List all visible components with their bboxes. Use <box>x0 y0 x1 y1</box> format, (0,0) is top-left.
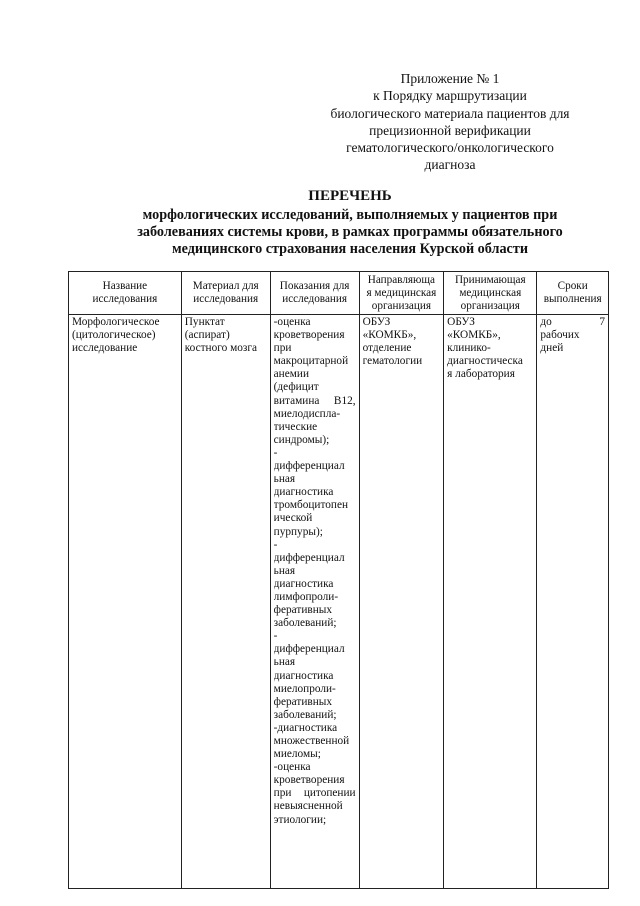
cell-line: (аспират) <box>184 329 230 342</box>
cell-line: анемии <box>273 368 309 381</box>
cell-line: гематологии <box>362 355 423 368</box>
annex-line: диагноза <box>424 157 476 173</box>
cell-terms <box>537 315 609 889</box>
document-heading <box>60 188 640 258</box>
annex-line: Приложение № 1 <box>400 71 500 86</box>
cell-line: множественной <box>273 735 350 747</box>
annex-line: к Порядку маршрутизации <box>373 88 527 104</box>
cell-line: исследования <box>92 293 158 305</box>
cell-line: выполнения <box>543 293 602 305</box>
annex-line: прецизионной верификации <box>369 122 531 138</box>
table-header-row <box>69 272 609 315</box>
annex-block <box>300 70 600 174</box>
cell-line: «КОМКБ», <box>447 329 501 342</box>
document-title: ПЕРЕЧЕНЬ <box>308 188 392 204</box>
cell-line: - <box>273 538 278 551</box>
cell-line: до 7 <box>540 316 605 328</box>
cell-line: тромбоцитопен <box>273 499 349 512</box>
heading-line: морфологических исследований, выполняемых у пациентов при <box>142 207 558 223</box>
header-terms <box>537 272 609 315</box>
cell-line: Пунктат <box>184 316 225 328</box>
cell-line: (цитологическое) <box>72 329 156 342</box>
cell-line: при цитопении <box>273 787 356 800</box>
cell-line: (дефицит <box>273 381 319 394</box>
cell-line: диагностика <box>273 577 334 590</box>
cell-line: - <box>273 630 278 643</box>
cell-line: костного мозга <box>184 342 257 355</box>
cell-line: лимфопроли- <box>273 590 339 603</box>
cell-line: дифференциал <box>273 551 345 564</box>
cell-line: этиологии; <box>273 813 327 826</box>
cell-line: рабочих <box>540 329 580 342</box>
cell-line: кроветворения <box>273 774 345 787</box>
header-referring <box>359 272 444 315</box>
header-name <box>69 272 182 315</box>
cell-line: миелопроли- <box>273 682 336 695</box>
cell-line: дней <box>540 342 564 355</box>
cell-line: Сроки <box>557 280 588 292</box>
cell-line: Показания для <box>279 280 350 292</box>
cell-line: заболеваний; <box>273 708 337 721</box>
cell-line: диагностика <box>273 669 334 682</box>
cell-line: при <box>273 342 292 355</box>
cell-line: - <box>273 446 278 459</box>
cell-line: ьная <box>273 656 296 669</box>
cell-line: дифференциал <box>273 460 345 473</box>
header-material <box>181 272 270 315</box>
cell-line: макроцитарной <box>273 355 349 368</box>
cell-line: «КОМКБ», <box>362 329 417 342</box>
cell-line: ОБУЗ <box>362 316 391 328</box>
annex-line: гематологического/онкологического <box>346 140 554 156</box>
cell-line: феративных <box>273 695 332 708</box>
cell-line: тические <box>273 420 318 433</box>
research-table <box>68 271 609 889</box>
cell-line: исследования <box>282 293 348 305</box>
table-row <box>69 315 609 889</box>
cell-line: Морфологическое <box>72 316 160 328</box>
cell-line: Материал для <box>192 280 259 292</box>
heading-line: медицинского страхования населения Курской области <box>171 241 528 257</box>
cell-indications <box>270 315 359 889</box>
cell-name <box>69 315 182 889</box>
cell-line: организация <box>460 299 520 312</box>
cell-receiving <box>444 315 537 889</box>
cell-line: клинико- <box>447 342 491 355</box>
cell-line: диагностика <box>273 486 334 499</box>
header-indications <box>270 272 359 315</box>
cell-line: я медицинская <box>366 286 437 299</box>
cell-line: ОБУЗ <box>447 316 475 328</box>
cell-line: -оценка <box>273 761 311 774</box>
cell-line: организация <box>371 299 431 312</box>
header-receiving <box>444 272 537 315</box>
heading-line: заболеваниях системы крови, в рамках программы обязательного <box>137 224 563 240</box>
cell-line: медицинская <box>459 286 522 299</box>
cell-line: я лаборатория <box>447 368 515 381</box>
cell-material <box>181 315 270 889</box>
cell-line: -диагностика <box>273 721 338 734</box>
cell-line: ической <box>273 512 313 525</box>
cell-line: дифференциал <box>273 643 345 656</box>
cell-line: невыясненной <box>273 800 343 813</box>
cell-line: -оценка <box>273 316 311 328</box>
cell-line: Название <box>102 280 148 292</box>
cell-line: отделение <box>362 342 412 355</box>
cell-line: ьная <box>273 473 296 486</box>
cell-line: исследование <box>72 342 138 355</box>
cell-line: миеломы; <box>273 748 321 761</box>
cell-line: заболеваний; <box>273 617 337 630</box>
cell-line: феративных <box>273 604 332 617</box>
cell-line: пурпуры); <box>273 525 323 538</box>
cell-line: синдромы); <box>273 433 330 446</box>
cell-line: миелодиспла- <box>273 407 341 420</box>
cell-line: кроветворения <box>273 329 345 342</box>
cell-referring <box>359 315 444 889</box>
cell-line: ьная <box>273 564 296 577</box>
cell-line: Принимающая <box>454 273 526 286</box>
cell-line: исследования <box>193 293 259 305</box>
cell-line: диагностическа <box>447 355 523 368</box>
annex-line: биологического материала пациентов для <box>330 105 570 121</box>
cell-line: Направляюща <box>367 273 435 286</box>
cell-line: витамина B12, <box>273 394 356 407</box>
